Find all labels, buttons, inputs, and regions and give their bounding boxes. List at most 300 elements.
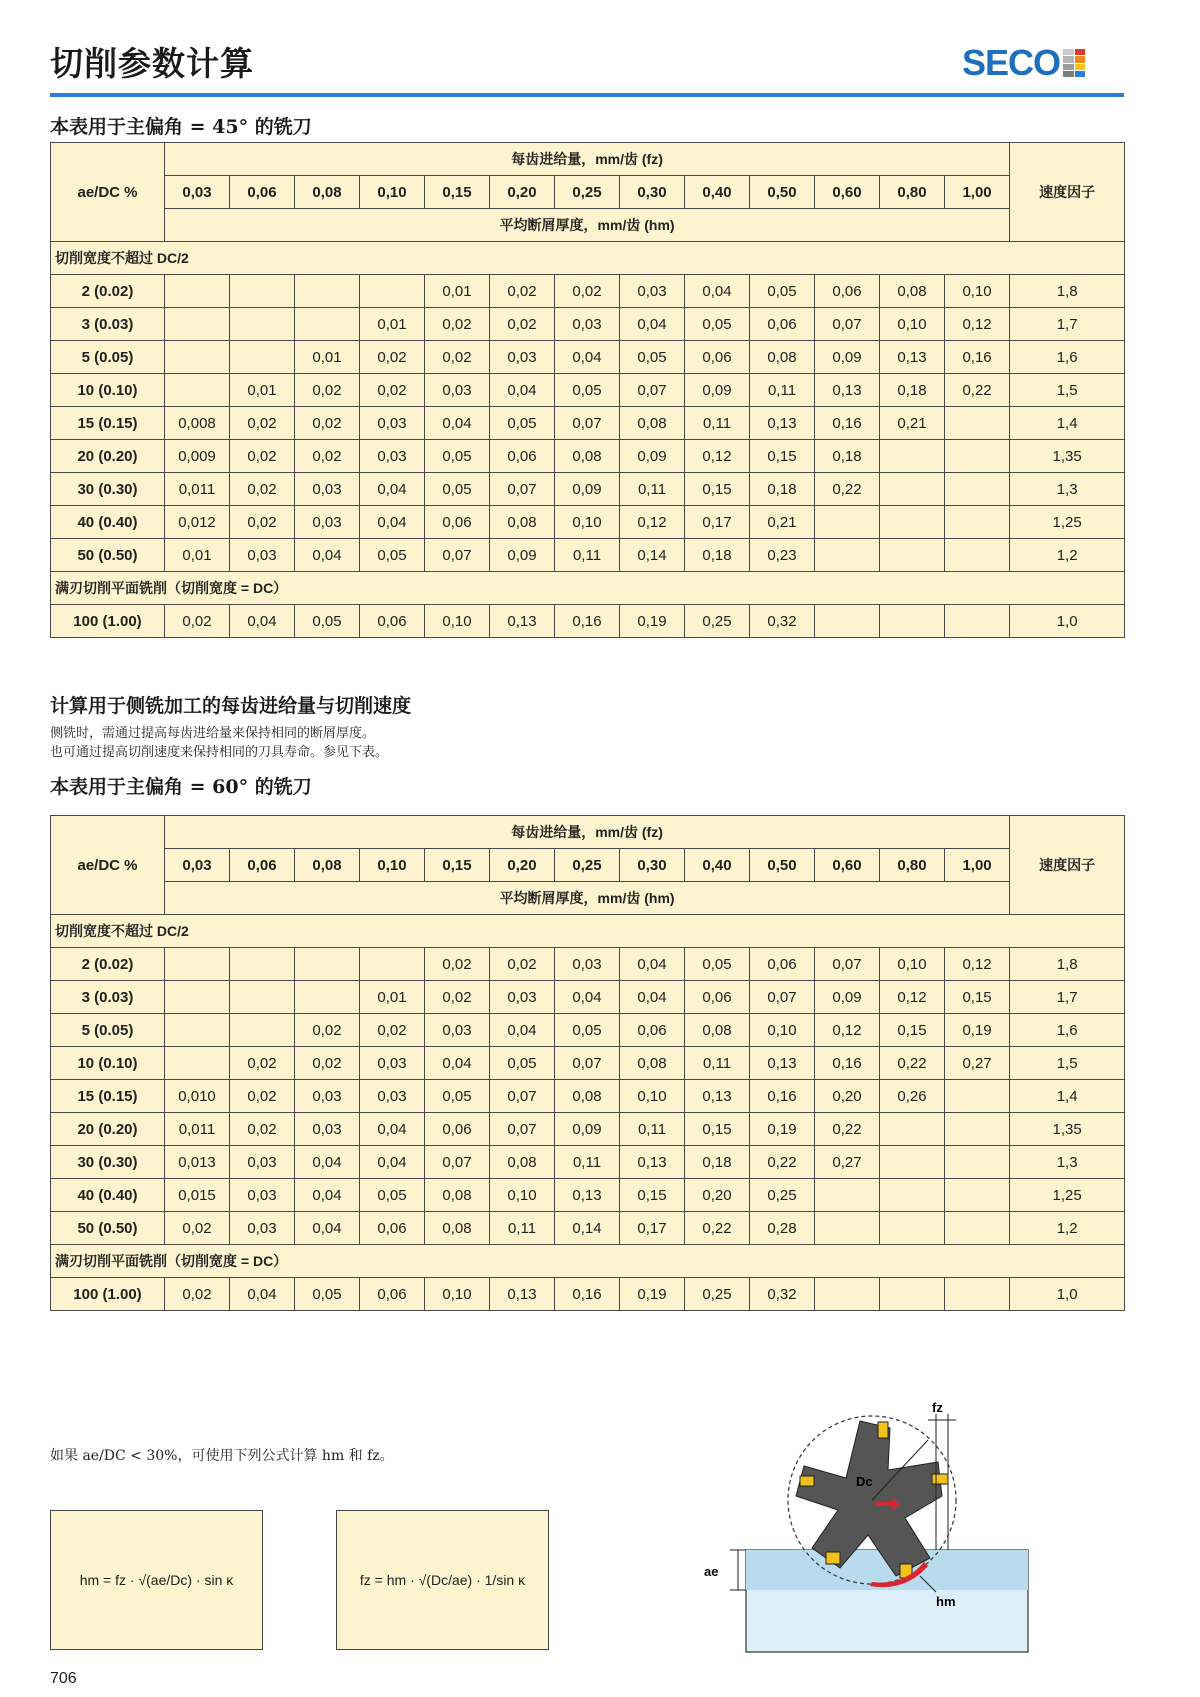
- feed-value: 0,50: [750, 176, 815, 209]
- hm-cell: [945, 440, 1010, 473]
- hm-cell: [880, 1179, 945, 1212]
- hm-cell: 0,02: [360, 1014, 425, 1047]
- hm-cell: 0,05: [685, 948, 750, 981]
- formula-note: 如果 ae/DC < 30%，可使用下列公式计算 hm 和 fz。: [50, 1448, 394, 1464]
- hm-cell: 0,01: [230, 374, 295, 407]
- hm-cell: 0,06: [750, 948, 815, 981]
- table-row: [51, 605, 1125, 638]
- hm-cell: [945, 1179, 1010, 1212]
- hm-cell: 0,08: [555, 440, 620, 473]
- hm-cell: 0,10: [620, 1080, 685, 1113]
- hm-cell: 0,22: [685, 1212, 750, 1245]
- hm-cell: 0,04: [555, 981, 620, 1014]
- hm-cell: [230, 948, 295, 981]
- feed-value: 0,06: [230, 176, 295, 209]
- table-row: [51, 407, 1125, 440]
- corner-label: ae/DC %: [51, 143, 165, 242]
- formula-fz: fz = hm · √(Dc/ae) · 1/sin κ: [359, 1572, 526, 1588]
- table-row: [51, 473, 1125, 506]
- hm-cell: [880, 1278, 945, 1311]
- hm-cell: 0,01: [360, 981, 425, 1014]
- hm-cell: 0,05: [490, 1047, 555, 1080]
- section-row: [51, 1245, 1125, 1278]
- hm-cell: 0,09: [555, 1113, 620, 1146]
- header-row-hm: [51, 882, 1125, 915]
- hm-cell: 0,02: [360, 374, 425, 407]
- row-label: 20 (0.20): [51, 440, 165, 473]
- row-label: 15 (0.15): [51, 1080, 165, 1113]
- hm-cell: 0,07: [815, 308, 880, 341]
- hm-cell: 0,02: [295, 407, 360, 440]
- hm-label: hm: [936, 1594, 956, 1609]
- hm-cell: 0,05: [490, 407, 555, 440]
- hm-cell: [880, 1113, 945, 1146]
- hm-cell: 0,20: [815, 1080, 880, 1113]
- feed-value: 1,00: [945, 849, 1010, 882]
- hm-cell: 0,04: [295, 539, 360, 572]
- hm-cell: 0,02: [295, 1047, 360, 1080]
- hm-cell: [815, 605, 880, 638]
- speed-factor-cell: 1,35: [1010, 1113, 1125, 1146]
- hm-cell: 0,13: [880, 341, 945, 374]
- hm-cell: 0,05: [750, 275, 815, 308]
- hm-cell: 0,03: [230, 1146, 295, 1179]
- speed-factor-cell: 1,8: [1010, 275, 1125, 308]
- hm-cell: 0,05: [295, 1278, 360, 1311]
- hm-cell: 0,22: [880, 1047, 945, 1080]
- feed-value: 0,80: [880, 176, 945, 209]
- hm-cell: 0,27: [815, 1146, 880, 1179]
- hm-cell: 0,10: [425, 605, 490, 638]
- hm-cell: 0,11: [685, 407, 750, 440]
- hm-cell: [165, 308, 230, 341]
- hm-cell: 0,05: [425, 440, 490, 473]
- hm-cell: 0,012: [165, 506, 230, 539]
- hm-cell: 0,10: [425, 1278, 490, 1311]
- hm-cell: 0,03: [230, 1212, 295, 1245]
- hm-cell: [230, 308, 295, 341]
- table1-caption: 本表用于主偏角 = 45° 的铣刀: [50, 116, 312, 138]
- hm-cell: 0,12: [880, 981, 945, 1014]
- hm-cell: 0,04: [425, 1047, 490, 1080]
- hm-cell: 0,02: [230, 473, 295, 506]
- hm-cell: 0,03: [295, 473, 360, 506]
- speed-factor-header: 速度因子: [1010, 143, 1125, 242]
- hm-cell: 0,02: [165, 1278, 230, 1311]
- feed-value: 0,40: [685, 849, 750, 882]
- hm-cell: [945, 1278, 1010, 1311]
- seco-logo: [962, 42, 1085, 83]
- hm-cell: 0,10: [750, 1014, 815, 1047]
- hm-cell: 0,25: [685, 1278, 750, 1311]
- hm-cell: 0,03: [425, 1014, 490, 1047]
- hm-cell: 0,13: [620, 1146, 685, 1179]
- row-label: 30 (0.30): [51, 1146, 165, 1179]
- hm-cell: 0,21: [880, 407, 945, 440]
- feed-value: 0,08: [295, 176, 360, 209]
- hm-cell: 0,22: [945, 374, 1010, 407]
- hm-cell: 0,13: [490, 1278, 555, 1311]
- section-row: [51, 572, 1125, 605]
- row-label: 100 (1.00): [51, 605, 165, 638]
- hm-cell: [815, 1212, 880, 1245]
- hm-cell: [165, 1047, 230, 1080]
- hm-cell: 0,07: [490, 1080, 555, 1113]
- insert-1: [878, 1422, 888, 1438]
- section-label: 满刃切削平面铣削（切削宽度 = DC）: [51, 1245, 1125, 1278]
- hm-cell: 0,02: [425, 981, 490, 1014]
- feed-header: 每齿进给量，mm/齿 (fz): [165, 816, 1010, 849]
- hm-cell: 0,02: [230, 506, 295, 539]
- hm-cell: 0,02: [360, 341, 425, 374]
- hm-cell: 0,04: [230, 605, 295, 638]
- insert-4: [826, 1552, 840, 1564]
- header-row-feed: [51, 143, 1125, 176]
- hm-cell: 0,03: [360, 1080, 425, 1113]
- hm-cell: 0,03: [230, 1179, 295, 1212]
- table-row: [51, 374, 1125, 407]
- table-row: [51, 981, 1125, 1014]
- hm-cell: 0,10: [880, 308, 945, 341]
- row-label: 50 (0.50): [51, 1212, 165, 1245]
- row-label: 40 (0.40): [51, 1179, 165, 1212]
- table-row: [51, 275, 1125, 308]
- speed-factor-cell: 1,4: [1010, 1080, 1125, 1113]
- row-label: 2 (0.02): [51, 275, 165, 308]
- hm-cell: 0,02: [295, 1014, 360, 1047]
- hm-cell: 0,06: [685, 341, 750, 374]
- hm-cell: 0,04: [295, 1146, 360, 1179]
- hm-cell: [230, 1014, 295, 1047]
- feed-value: 0,25: [555, 849, 620, 882]
- hm-cell: 0,013: [165, 1146, 230, 1179]
- hm-cell: 0,04: [295, 1179, 360, 1212]
- formula-fz-box: [336, 1510, 549, 1650]
- feed-value: 1,00: [945, 176, 1010, 209]
- section-label: 切削宽度不超过 DC/2: [51, 242, 1125, 275]
- hm-cell: 0,010: [165, 1080, 230, 1113]
- hm-cell: 0,16: [750, 1080, 815, 1113]
- speed-factor-cell: 1,3: [1010, 1146, 1125, 1179]
- hm-cell: 0,07: [815, 948, 880, 981]
- hm-cell: [230, 275, 295, 308]
- hm-cell: 0,07: [555, 1047, 620, 1080]
- hm-cell: 0,04: [555, 341, 620, 374]
- header-row-hm: [51, 209, 1125, 242]
- table-row: [51, 1113, 1125, 1146]
- hm-cell: 0,16: [945, 341, 1010, 374]
- feed-value: 0,60: [815, 849, 880, 882]
- hm-cell: 0,09: [620, 440, 685, 473]
- row-label: 20 (0.20): [51, 1113, 165, 1146]
- side-milling-line2: 也可通过提高切削速度来保持相同的刀具寿命。参见下表。: [50, 745, 389, 760]
- hm-cell: [880, 1146, 945, 1179]
- hm-cell: 0,13: [750, 407, 815, 440]
- table-row: [51, 440, 1125, 473]
- hm-cell: 0,03: [425, 374, 490, 407]
- feed-value: 0,40: [685, 176, 750, 209]
- hm-cell: 0,15: [945, 981, 1010, 1014]
- hm-cell: 0,01: [360, 308, 425, 341]
- hm-cell: [945, 1113, 1010, 1146]
- feed-value: 0,25: [555, 176, 620, 209]
- hm-cell: 0,13: [490, 605, 555, 638]
- hm-cell: 0,06: [360, 1212, 425, 1245]
- feed-value: 0,10: [360, 849, 425, 882]
- formula-hm-box: [50, 1510, 263, 1650]
- hm-cell: 0,03: [360, 407, 425, 440]
- speed-factor-cell: 1,0: [1010, 1278, 1125, 1311]
- hm-cell: 0,07: [620, 374, 685, 407]
- header-row-feed-values: [51, 849, 1125, 882]
- section-label: 满刃切削平面铣削（切削宽度 = DC）: [51, 572, 1125, 605]
- hm-cell: 0,08: [880, 275, 945, 308]
- hm-cell: 0,22: [815, 473, 880, 506]
- hm-cell: 0,18: [685, 1146, 750, 1179]
- hm-cell: 0,12: [815, 1014, 880, 1047]
- feed-value: 0,30: [620, 176, 685, 209]
- feed-value: 0,10: [360, 176, 425, 209]
- page-number: 706: [50, 1670, 77, 1687]
- speed-factor-cell: 1,7: [1010, 308, 1125, 341]
- hm-cell: [165, 275, 230, 308]
- hm-cell: [815, 539, 880, 572]
- row-label: 50 (0.50): [51, 539, 165, 572]
- hm-cell: 0,04: [360, 1146, 425, 1179]
- milling-diagram: [700, 1400, 1060, 1660]
- hm-cell: 0,02: [555, 275, 620, 308]
- feed-value: 0,08: [295, 849, 360, 882]
- hm-cell: [945, 506, 1010, 539]
- hm-cell: 0,16: [555, 1278, 620, 1311]
- hm-cell: 0,06: [360, 1278, 425, 1311]
- hm-cell: 0,05: [425, 473, 490, 506]
- hm-cell: 0,05: [425, 1080, 490, 1113]
- hm-cell: 0,06: [685, 981, 750, 1014]
- hm-cell: 0,008: [165, 407, 230, 440]
- header-rule: [50, 93, 1124, 97]
- hm-cell: 0,16: [555, 605, 620, 638]
- feed-header: 每齿进给量，mm/齿 (fz): [165, 143, 1010, 176]
- hm-cell: 0,08: [685, 1014, 750, 1047]
- hm-cell: [945, 1146, 1010, 1179]
- row-label: 10 (0.10): [51, 1047, 165, 1080]
- hm-cell: 0,02: [230, 1047, 295, 1080]
- hm-cell: 0,13: [815, 374, 880, 407]
- hm-cell: 0,02: [230, 1080, 295, 1113]
- hm-cell: [165, 341, 230, 374]
- hm-cell: 0,06: [425, 506, 490, 539]
- logo-mark: [1063, 49, 1085, 77]
- hm-cell: 0,10: [490, 1179, 555, 1212]
- row-label: 40 (0.40): [51, 506, 165, 539]
- table-row: [51, 948, 1125, 981]
- hm-cell: 0,06: [750, 308, 815, 341]
- hm-cell: 0,01: [295, 341, 360, 374]
- hm-cell: 0,02: [425, 308, 490, 341]
- hm-cell: [880, 473, 945, 506]
- hm-cell: 0,11: [750, 374, 815, 407]
- hm-cell: 0,22: [750, 1146, 815, 1179]
- hm-cell: 0,04: [360, 1113, 425, 1146]
- row-label: 3 (0.03): [51, 981, 165, 1014]
- hm-cell: [880, 506, 945, 539]
- hm-cell: 0,22: [815, 1113, 880, 1146]
- speed-factor-cell: 1,25: [1010, 1179, 1125, 1212]
- hm-cell: 0,19: [945, 1014, 1010, 1047]
- hm-cell: 0,17: [620, 1212, 685, 1245]
- speed-factor-cell: 1,8: [1010, 948, 1125, 981]
- hm-cell: 0,14: [620, 539, 685, 572]
- hm-cell: 0,15: [880, 1014, 945, 1047]
- hm-cell: [230, 341, 295, 374]
- side-milling-title: 计算用于侧铣加工的每齿进给量与切削速度: [50, 695, 412, 717]
- speed-factor-cell: 1,25: [1010, 506, 1125, 539]
- feed-value: 0,15: [425, 176, 490, 209]
- speed-factor-cell: 1,2: [1010, 1212, 1125, 1245]
- hm-cell: [360, 275, 425, 308]
- insert-5: [800, 1476, 814, 1486]
- hm-cell: 0,04: [425, 407, 490, 440]
- hm-cell: 0,15: [620, 1179, 685, 1212]
- feed-value: 0,15: [425, 849, 490, 882]
- hm-cell: 0,27: [945, 1047, 1010, 1080]
- feed-value: 0,03: [165, 176, 230, 209]
- table-row: [51, 308, 1125, 341]
- hm-cell: 0,05: [360, 1179, 425, 1212]
- section-row: [51, 242, 1125, 275]
- hm-cell: 0,02: [490, 275, 555, 308]
- hm-cell: [165, 1014, 230, 1047]
- hm-cell: 0,04: [620, 948, 685, 981]
- hm-cell: 0,02: [165, 605, 230, 638]
- hm-cell: [295, 275, 360, 308]
- hm-cell: [815, 1179, 880, 1212]
- table-row: [51, 341, 1125, 374]
- hm-cell: 0,09: [685, 374, 750, 407]
- table-row: [51, 1080, 1125, 1113]
- hm-cell: 0,11: [490, 1212, 555, 1245]
- feed-value: 0,03: [165, 849, 230, 882]
- ae-label: ae: [704, 1564, 719, 1579]
- hm-cell: 0,19: [620, 1278, 685, 1311]
- hm-cell: 0,009: [165, 440, 230, 473]
- row-label: 2 (0.02): [51, 948, 165, 981]
- hm-cell: 0,07: [425, 539, 490, 572]
- hm-cell: 0,05: [555, 374, 620, 407]
- speed-factor-cell: 1,7: [1010, 981, 1125, 1014]
- hm-cell: 0,18: [750, 473, 815, 506]
- hm-cell: 0,13: [685, 1080, 750, 1113]
- hm-cell: [230, 981, 295, 1014]
- hm-cell: [880, 605, 945, 638]
- hm-cell: 0,13: [750, 1047, 815, 1080]
- hm-cell: 0,28: [750, 1212, 815, 1245]
- speed-factor-cell: 1,0: [1010, 605, 1125, 638]
- hm-cell: 0,08: [555, 1080, 620, 1113]
- hm-cell: 0,07: [425, 1146, 490, 1179]
- hm-cell: [295, 981, 360, 1014]
- hm-cell: 0,03: [490, 341, 555, 374]
- speed-factor-cell: 1,5: [1010, 1047, 1125, 1080]
- hm-cell: 0,05: [555, 1014, 620, 1047]
- hm-cell: [945, 539, 1010, 572]
- hm-cell: [880, 539, 945, 572]
- hm-cell: 0,08: [750, 341, 815, 374]
- speed-factor-cell: 1,35: [1010, 440, 1125, 473]
- hm-cell: 0,03: [555, 308, 620, 341]
- corner-label: ae/DC %: [51, 816, 165, 915]
- hm-cell: 0,06: [360, 605, 425, 638]
- hm-cell: [880, 1212, 945, 1245]
- feed-value: 0,30: [620, 849, 685, 882]
- hm-cell: 0,08: [490, 506, 555, 539]
- hm-cell: 0,02: [230, 1113, 295, 1146]
- hm-cell: 0,02: [490, 948, 555, 981]
- hm-cell: [945, 473, 1010, 506]
- hm-cell: 0,02: [230, 440, 295, 473]
- hm-header: 平均断屑厚度，mm/齿 (hm): [165, 209, 1010, 242]
- hm-cell: 0,07: [555, 407, 620, 440]
- hm-cell: 0,12: [685, 440, 750, 473]
- hm-cell: [945, 1080, 1010, 1113]
- table-row: [51, 1278, 1125, 1311]
- hm-cell: 0,02: [425, 948, 490, 981]
- hm-cell: 0,21: [750, 506, 815, 539]
- hm-cell: 0,08: [425, 1212, 490, 1245]
- hm-cell: [945, 407, 1010, 440]
- hm-cell: [360, 948, 425, 981]
- hm-cell: 0,15: [750, 440, 815, 473]
- hm-cell: [295, 948, 360, 981]
- hm-cell: 0,03: [295, 506, 360, 539]
- hm-cell: 0,06: [815, 275, 880, 308]
- speed-factor-cell: 1,3: [1010, 473, 1125, 506]
- feed-value: 0,20: [490, 849, 555, 882]
- hm-cell: 0,20: [685, 1179, 750, 1212]
- header-row-feed: [51, 816, 1125, 849]
- hm-cell: 0,23: [750, 539, 815, 572]
- hm-cell: 0,03: [555, 948, 620, 981]
- hm-cell: 0,10: [945, 275, 1010, 308]
- hm-cell: 0,01: [425, 275, 490, 308]
- row-label: 15 (0.15): [51, 407, 165, 440]
- hm-cell: 0,04: [620, 981, 685, 1014]
- hm-cell: 0,05: [295, 605, 360, 638]
- speed-factor-cell: 1,6: [1010, 341, 1125, 374]
- hm-cell: [815, 1278, 880, 1311]
- hm-cell: 0,06: [490, 440, 555, 473]
- hm-cell: [165, 948, 230, 981]
- hm-cell: 0,02: [490, 308, 555, 341]
- hm-cell: 0,12: [620, 506, 685, 539]
- hm-cell: 0,12: [945, 948, 1010, 981]
- hm-cell: 0,04: [360, 506, 425, 539]
- feed-value: 0,20: [490, 176, 555, 209]
- hm-cell: 0,14: [555, 1212, 620, 1245]
- hm-cell: 0,25: [685, 605, 750, 638]
- hm-cell: 0,04: [295, 1212, 360, 1245]
- hm-cell: 0,05: [685, 308, 750, 341]
- hm-cell: 0,11: [685, 1047, 750, 1080]
- speed-factor-cell: 1,6: [1010, 1014, 1125, 1047]
- hm-cell: 0,04: [620, 308, 685, 341]
- hm-cell: 0,05: [360, 539, 425, 572]
- row-label: 3 (0.03): [51, 308, 165, 341]
- hm-cell: 0,08: [425, 1179, 490, 1212]
- row-label: 100 (1.00): [51, 1278, 165, 1311]
- hm-cell: 0,02: [425, 341, 490, 374]
